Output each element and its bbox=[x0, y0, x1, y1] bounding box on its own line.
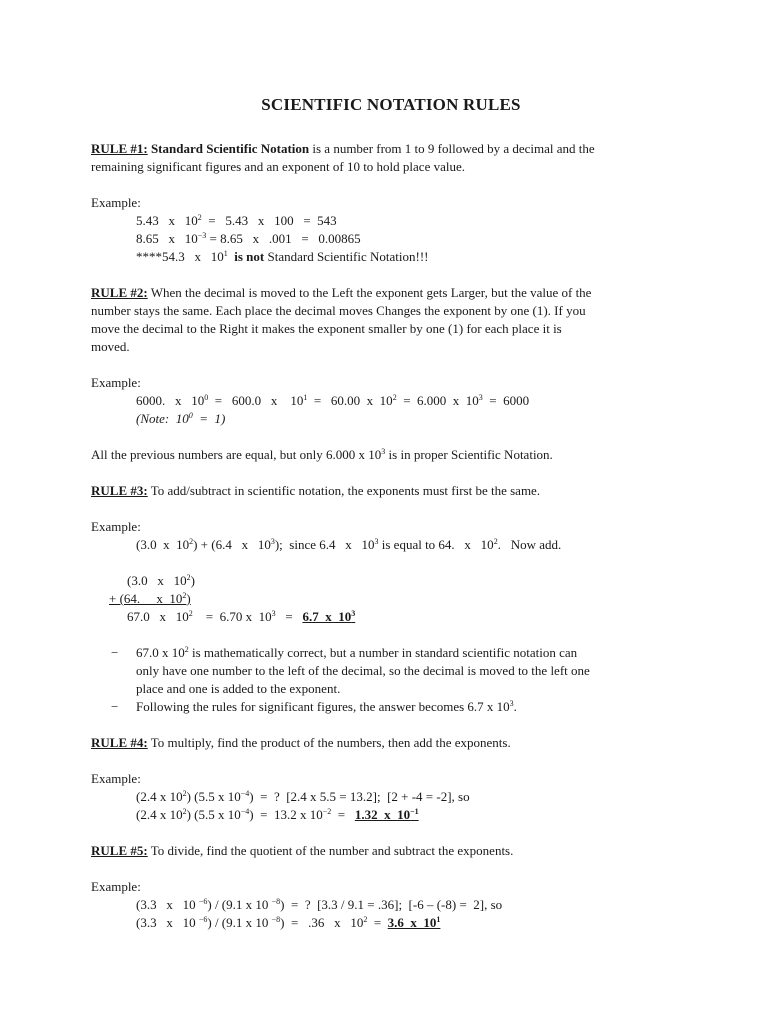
rule3-label: RULE #3: bbox=[91, 483, 148, 498]
rule4-example-2: (2.4 x $10^2$) (5.5 x $10^{-4}) = 13.2$ x $10^{-2} = 1.32$ x $10^{-1}$ bbox=[136, 807, 419, 822]
rule3-addend-1: (3.0 x $10^2$) bbox=[127, 573, 195, 588]
rule3-example-label: Example: bbox=[91, 519, 141, 534]
rule3-bullet-1: − 67.0 x $10^2$ is mathematically correct, but a number in standard scientific notation can only have one number to the left of the decimal, so the decimal is moved to the left one place and one is added to the exponent. bbox=[111, 645, 590, 696]
rule1-example-3: ****54.3 x $10^1$ is not Standard Scientific Notation!!! bbox=[136, 249, 429, 264]
rule2-note: (Note: $10^0 = 1$) bbox=[136, 411, 226, 426]
rule2-label: RULE #2: bbox=[91, 285, 148, 300]
rule3-addend-2: + (64. x $10^2$) bbox=[109, 591, 191, 606]
rule4-example-1: (2.4 x $10^2$) (5.5 x $10^{-4}$) = ? [2.4 x 5.5 = 13.2]; [2 + -4 = -2], so bbox=[136, 789, 470, 804]
rule1-term: Standard Scientific Notation bbox=[150, 141, 310, 156]
document-page bbox=[91, 94, 691, 932]
rule2-example-label: Example: bbox=[91, 375, 141, 390]
rule3-example: (3.0 x $10^2) + (6.4$ x $10^3$); since 6.4 x $10^3$ is equal to 64. x $10^2$. Now add. bbox=[136, 537, 562, 552]
rule5-example-1: (3.3 x 10 $^{-6}$) / (9.1 x 10 $^{-8}$) = ? [3.3 / 9.1 = .36]; [-6 – (-8) = 2], so bbox=[136, 897, 503, 912]
rule4-answer: 1.32 x $10^{-1}$ bbox=[354, 807, 419, 822]
rule1-line1: RULE #1: Standard Scientific Notation is a number from 1 to 9 followed by a decimal and the bbox=[91, 141, 595, 156]
rule3-line1: RULE #3: To add/subtract in scientific notation, the exponents must first be the same. bbox=[91, 483, 541, 498]
bullet-dash-icon: − bbox=[111, 645, 119, 660]
rule1-label: RULE #1: bbox=[91, 141, 148, 156]
rule4-line1: RULE #4: To multiply, find the product of the numbers, then add the exponents. bbox=[91, 735, 511, 750]
bullet-dash-icon: − bbox=[111, 699, 119, 714]
rule2-summary: All the previous numbers are equal, but only 6.000 x $10^3$ is in proper Scientific Notation. bbox=[91, 447, 553, 462]
rule4-label: RULE #4: bbox=[91, 735, 148, 750]
rule1-example-2: 8.65 x $10^{-3} = 8.65$ x .001 = 0.00865 bbox=[136, 231, 361, 246]
rule3-bullet-2: − Following the rules for significant figures, the answer becomes 6.7 x $10^3$. bbox=[111, 699, 517, 714]
rule4-example-label: Example: bbox=[91, 771, 141, 786]
rule5-label: RULE #5: bbox=[91, 843, 148, 858]
rule1-line2: remaining significant figures and an exponent of 10 to hold place value. bbox=[91, 159, 465, 174]
rule5-answer: 3.6 x $10^1$ bbox=[387, 915, 441, 930]
rule2-line2: number stays the same. Each place the decimal moves Changes the exponent by one (1). If you bbox=[91, 303, 586, 318]
rule1-example-label: Example: bbox=[91, 195, 141, 210]
rule3-answer: 6.7 x $10^3$ bbox=[302, 609, 356, 624]
rule2-line3: move the decimal to the Right it makes the exponent smaller by one (1) for each place it is bbox=[91, 321, 562, 336]
rule2-example: 6000. x $10^0 = 600.0$ x $10^1 = 60.00$ x $10^2 = 6.000$ x $10^3 = 6000$ bbox=[136, 393, 530, 408]
rule5-example-2: (3.3 x 10 $^{-6}$) / (9.1 x 10 $^{-8}$) = .36 x $10^2 = 3.6$ x $10^1$ bbox=[136, 915, 441, 930]
rule2-line1: RULE #2: When the decimal is moved to the Left the exponent gets Larger, but the value of the bbox=[91, 285, 592, 300]
rule2-line4: moved. bbox=[91, 339, 130, 354]
rule3-sum: 67.0 x $10^2$ = 6.70 x $10^3 = 6.7$ x $10^3$ bbox=[127, 609, 356, 624]
rule5-example-label: Example: bbox=[91, 879, 141, 894]
rule1-example-1: 5.43 x $10^2 = 5.43$ x 100 = 543 bbox=[136, 213, 337, 228]
page-title: SCIENTIFIC NOTATION RULES bbox=[261, 95, 521, 114]
rule5-line1: RULE #5: To divide, find the quotient of the number and subtract the exponents. bbox=[91, 843, 514, 858]
